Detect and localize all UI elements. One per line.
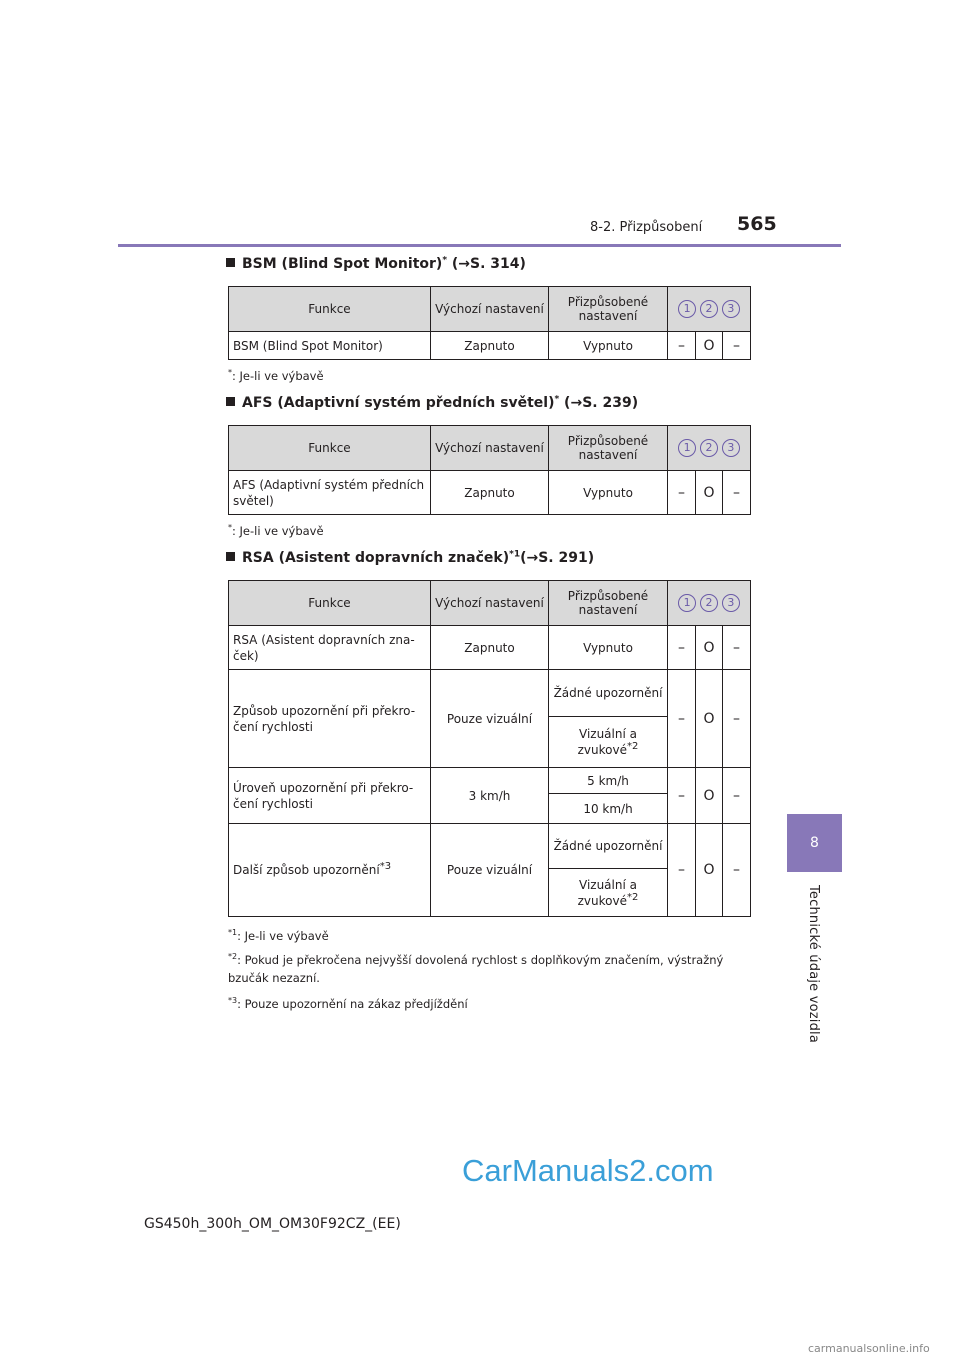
col-numbers: [668, 581, 751, 626]
circle-1-icon: 1: [678, 300, 696, 318]
chapter-tab: 8: [787, 814, 842, 872]
cell-m1: –: [668, 471, 696, 515]
cell-default: Pouze vizuální: [431, 670, 549, 768]
rsa-sup: *1: [509, 549, 521, 560]
cell-custom: Vypnuto: [549, 471, 668, 515]
cell-m2: O: [696, 824, 723, 917]
rsa-title: RSA (Asistent dopravních značek): [242, 550, 510, 566]
cell-m1: –: [668, 824, 696, 917]
cell-m3: –: [723, 768, 751, 824]
watermark-logo: CarManuals2.com: [462, 1153, 714, 1188]
doc-code: GS450h_300h_OM_OM30F92CZ_(EE): [144, 1216, 401, 1232]
afs-note: [228, 524, 324, 538]
cell-custom-a: Žádné upozornění: [549, 824, 668, 869]
note-mark: *: [228, 523, 232, 533]
cell-m2: O: [696, 670, 723, 768]
afs-heading: [226, 395, 638, 411]
cell-func: RSA (Asistent dopravních zna-ček): [229, 626, 431, 670]
cell-custom: Vypnuto: [549, 626, 668, 670]
cell-custom-b: [549, 869, 668, 917]
col-function: Funkce: [229, 581, 431, 626]
circle-3-icon: 3: [722, 439, 740, 457]
rsa-note-2: [228, 951, 748, 987]
note-mark: *2: [228, 952, 238, 962]
cell-m3: –: [723, 626, 751, 670]
func-text: Další způsob upozornění: [233, 863, 380, 877]
cell-func: Úroveň upozornění při překro-čení rychlosti: [229, 768, 431, 824]
cell-m3: –: [723, 670, 751, 768]
cell-func: AFS (Adaptivní systém předních světel): [229, 471, 431, 515]
afs-sup: *: [554, 394, 560, 405]
cell-default: Zapnuto: [431, 471, 549, 515]
circle-2-icon: 2: [700, 300, 718, 318]
cell-m1: –: [668, 626, 696, 670]
table-row: [229, 332, 751, 360]
cell-m3: –: [723, 332, 751, 360]
custom-b-sup: *2: [626, 741, 639, 752]
note-text: : Pokud je překročena nejvyšší dovolená rychlost s doplňkovým značením, výstražný bzučák nezazní.: [228, 953, 724, 985]
bsm-sup: *: [442, 255, 448, 266]
circle-1-icon: 1: [678, 439, 696, 457]
col-numbers: [668, 426, 751, 471]
note-mark: *3: [228, 996, 238, 1006]
cell-default: Pouze vizuální: [431, 824, 549, 917]
section-title: 8-2. Přizpůsobení: [590, 220, 703, 235]
cell-custom: Vypnuto: [549, 332, 668, 360]
custom-b-text: Vizuální a zvukové: [577, 727, 637, 757]
note-mark: *1: [228, 928, 238, 938]
bsm-heading: [226, 256, 526, 272]
note-text: : Je-li ve výbavě: [232, 524, 324, 538]
bsm-title: BSM (Blind Spot Monitor): [242, 256, 443, 272]
afs-ref: (→S. 239): [559, 395, 639, 411]
table-row: [229, 824, 751, 869]
cell-default: Zapnuto: [431, 626, 549, 670]
circle-1-icon: 1: [678, 594, 696, 612]
circle-3-icon: 3: [722, 594, 740, 612]
table-row: [229, 768, 751, 794]
afs-table: [228, 425, 751, 515]
bsm-table-header: [229, 287, 751, 332]
rsa-ref: (→S. 291): [520, 550, 595, 566]
col-numbers: [668, 287, 751, 332]
rsa-heading: [226, 550, 594, 566]
cell-m2: O: [696, 332, 723, 360]
col-custom: Přizpůsobené nastavení: [549, 287, 668, 332]
square-bullet-icon: [226, 258, 235, 267]
bsm-note: [228, 369, 324, 383]
col-default: Výchozí nastavení: [431, 287, 549, 332]
cell-custom-a: 5 km/h: [549, 768, 668, 794]
cell-func: [229, 824, 431, 917]
cell-m2: O: [696, 471, 723, 515]
afs-title: AFS (Adaptivní systém předních světel): [242, 395, 555, 411]
chapter-label: Technické údaje vozidla: [806, 885, 821, 1044]
col-custom: Přizpůsobené nastavení: [549, 581, 668, 626]
rsa-table-header: [229, 581, 751, 626]
rsa-note-3: [228, 997, 468, 1011]
cell-m3: –: [723, 824, 751, 917]
circle-2-icon: 2: [700, 439, 718, 457]
cell-m2: O: [696, 626, 723, 670]
note-mark: *: [228, 368, 232, 378]
col-function: Funkce: [229, 426, 431, 471]
col-default: Výchozí nastavení: [431, 426, 549, 471]
cell-custom-a: Žádné upozornění: [549, 670, 668, 717]
cell-func: Způsob upozornění při překro-čení rychlosti: [229, 670, 431, 768]
custom-b-sup: *2: [626, 891, 639, 903]
col-custom: Přizpůsobené nastavení: [549, 426, 668, 471]
square-bullet-icon: [226, 397, 235, 406]
rsa-note-1: [228, 929, 329, 943]
table-row: [229, 626, 751, 670]
square-bullet-icon: [226, 552, 235, 561]
cell-func: BSM (Blind Spot Monitor): [229, 332, 431, 360]
note-text: : Je-li ve výbavě: [237, 929, 329, 943]
table-row: [229, 670, 751, 717]
cell-default: 3 km/h: [431, 768, 549, 824]
cell-m1: –: [668, 768, 696, 824]
func-sup: *3: [379, 861, 392, 872]
bsm-ref: (→S. 314): [447, 256, 526, 272]
cell-default: Zapnuto: [431, 332, 549, 360]
table-row: [229, 471, 751, 515]
cell-custom-b: [549, 717, 668, 768]
col-function: Funkce: [229, 287, 431, 332]
cell-custom-b: 10 km/h: [549, 794, 668, 824]
cell-m3: –: [723, 471, 751, 515]
bsm-table: [228, 286, 751, 360]
header-rule: [118, 244, 841, 247]
rsa-table: [228, 580, 751, 917]
watermark-site: carmanualsonline.info: [808, 1342, 930, 1355]
note-text: : Pouze upozornění na zákaz předjíždění: [237, 997, 468, 1011]
circle-3-icon: 3: [722, 300, 740, 318]
cell-m1: –: [668, 332, 696, 360]
custom-b-text: Vizuální a zvukové: [577, 877, 637, 908]
cell-m1: –: [668, 670, 696, 768]
page-number: 565: [737, 213, 777, 235]
cell-m2: O: [696, 768, 723, 824]
circle-2-icon: 2: [700, 594, 718, 612]
col-default: Výchozí nastavení: [431, 581, 549, 626]
afs-table-header: [229, 426, 751, 471]
note-text: : Je-li ve výbavě: [232, 369, 324, 383]
